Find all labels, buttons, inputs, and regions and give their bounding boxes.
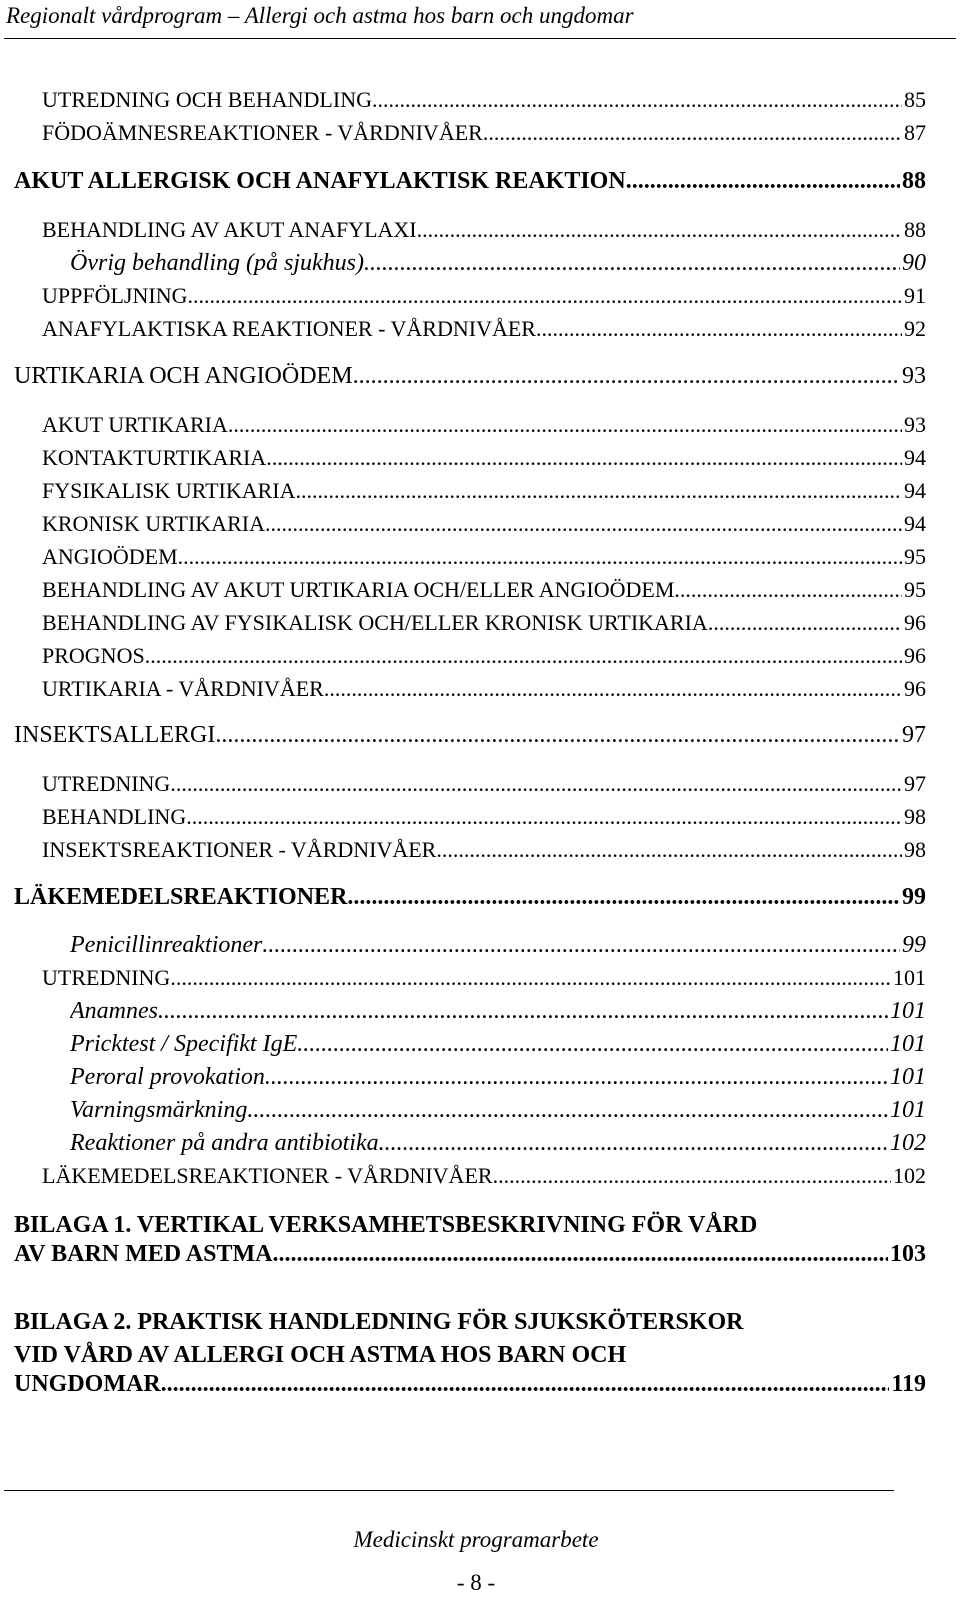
toc-entry-page: 93 — [902, 363, 926, 389]
toc-entry-akut-allergisk-reaktion[interactable] — [14, 168, 926, 202]
toc-entry-anafylaktiska-reaktioner-vardnivaer[interactable] — [42, 316, 926, 350]
toc-entry-urtikaria-och-angioodem[interactable] — [14, 363, 926, 397]
toc-leader — [247, 1097, 888, 1124]
toc-entry-kronisk-urtikaria[interactable] — [42, 511, 926, 545]
toc-entry-bilaga-2-line-1[interactable]: BILAGA 2. PRAKTISK HANDLEDNING FÖR SJUKSKÖTERSKOR — [14, 1309, 744, 1335]
toc-entry-title: Varningsmärkning — [70, 1097, 248, 1123]
toc-leader — [417, 217, 902, 243]
toc-leader — [379, 1130, 888, 1157]
toc-entry-insektsreaktioner-vardnivaer[interactable] — [42, 837, 926, 871]
toc-entry-page: 94 — [904, 478, 926, 503]
toc-entry-page: 85 — [904, 87, 926, 112]
toc-entry-title: Pricktest / Specifikt IgE — [70, 1031, 298, 1057]
toc-entry-page: 103 — [890, 1241, 926, 1267]
toc-entry-penicillinreaktioner[interactable] — [70, 932, 926, 966]
toc-leader — [372, 87, 902, 113]
toc-entry-anamnes[interactable] — [70, 998, 926, 1032]
toc-entry-title: BEHANDLING — [42, 804, 187, 829]
toc-leader — [215, 722, 900, 749]
toc-entry-title: BEHANDLING AV AKUT URTIKARIA OCH/ELLER ANGIOÖDEM — [42, 577, 675, 602]
toc-entry-page: 98 — [904, 804, 926, 829]
page-header — [4, 0, 956, 39]
toc-leader — [272, 1241, 888, 1268]
toc-entry-behandling-insekt[interactable] — [42, 804, 926, 838]
toc-entry-title: INSEKTSALLERGI — [14, 722, 216, 748]
toc-entry-title: Penicillinreaktioner — [70, 932, 263, 958]
toc-leader — [493, 1163, 891, 1189]
toc-entry-uppfoljning[interactable] — [42, 283, 926, 317]
toc-entry-fysikalisk-urtikaria[interactable] — [42, 478, 926, 512]
toc-entry-insektsallergi[interactable] — [14, 722, 926, 756]
toc-entry-utredning-insekt[interactable] — [42, 771, 926, 805]
toc-entry-utredning-och-behandling[interactable] — [42, 87, 926, 121]
toc-entry-kontakturtikaria[interactable] — [42, 445, 926, 479]
toc-entry-title: URTIKARIA - VÅRDNIVÅER — [42, 676, 324, 701]
toc-entry-title: LÄKEMEDELSREAKTIONER - VÅRDNIVÅER — [42, 1163, 493, 1188]
footer-organization: Medicinskt programarbete — [353, 1527, 599, 1552]
toc-leader — [265, 511, 902, 537]
toc-entry-varningsmarkning[interactable] — [70, 1097, 926, 1131]
toc-leader — [265, 1064, 888, 1091]
toc-entry-title: BEHANDLING AV FYSIKALISK OCH/ELLER KRONISK URTIKARIA — [42, 610, 708, 635]
toc-entry-page: 97 — [904, 771, 926, 796]
toc-entry-page: 119 — [891, 1371, 926, 1397]
toc-entry-pricktest[interactable] — [70, 1031, 926, 1065]
toc-entry-page: 101 — [893, 965, 926, 990]
toc-leader — [626, 168, 900, 195]
toc-entry-lakemedelsreaktioner-vardnivaer[interactable] — [42, 1163, 926, 1197]
toc-entry-page: 93 — [904, 412, 926, 437]
toc-leader — [324, 676, 902, 702]
toc-entry-page: 97 — [902, 722, 926, 748]
toc-entry-reaktioner-andra-antibiotika[interactable] — [70, 1130, 926, 1164]
toc-leader — [708, 610, 902, 636]
header-title: Regionalt vårdprogram – Allergi och astma hos barn och ungdomar — [6, 3, 634, 28]
toc-entry-title: UNGDOMAR — [14, 1371, 161, 1397]
toc-entry-page: 95 — [904, 577, 926, 602]
toc-entry-page: 99 — [902, 884, 926, 910]
toc-entry-title: Reaktioner på andra antibiotika — [70, 1130, 379, 1156]
toc-entry-title: UPPFÖLJNING — [42, 283, 188, 308]
toc-entry-page: 101 — [890, 1031, 926, 1057]
toc-entry-page: 96 — [904, 643, 926, 668]
toc-entry-bilaga-2-line-2[interactable]: VID VÅRD AV ALLERGI OCH ASTMA HOS BARN OCH — [14, 1342, 627, 1368]
toc-entry-title: Anamnes — [70, 998, 158, 1024]
toc-entry-page: 95 — [904, 544, 926, 569]
toc-entry-title: KONTAKTURTIKARIA — [42, 445, 267, 470]
toc-entry-bilaga-1[interactable] — [14, 1241, 926, 1275]
toc-entry-title: PROGNOS — [42, 643, 145, 668]
toc-entry-ovrig-behandling[interactable] — [70, 250, 926, 284]
toc-leader — [353, 363, 900, 390]
toc-entry-behandling-fysikalisk-urtikaria[interactable] — [42, 610, 926, 644]
toc-leader — [158, 998, 888, 1025]
toc-leader — [536, 316, 902, 342]
toc-entry-title: UTREDNING — [42, 965, 171, 990]
footer-rule — [4, 1490, 894, 1491]
toc-leader — [347, 884, 900, 911]
toc-leader — [187, 283, 902, 309]
toc-entry-angioodem[interactable] — [42, 544, 926, 578]
toc-entry-title: FYSIKALISK URTIKARIA — [42, 478, 296, 503]
toc-entry-title: ANGIOÖDEM — [42, 544, 178, 569]
toc-leader — [161, 1371, 890, 1398]
toc-entry-page: 88 — [902, 168, 926, 194]
toc-entry-page: 91 — [904, 283, 926, 308]
toc-entry-page: 101 — [890, 998, 926, 1024]
toc-entry-page: 90 — [902, 250, 926, 276]
toc-leader — [170, 771, 902, 797]
toc-entry-title: KRONISK URTIKARIA — [42, 511, 265, 536]
toc-leader — [266, 445, 902, 471]
toc-entry-title: Peroral provokation — [70, 1064, 265, 1090]
toc-leader — [262, 932, 900, 959]
toc-entry-behandling-akut-urtikaria[interactable] — [42, 577, 926, 611]
toc-entry-page: 87 — [904, 120, 926, 145]
toc-entry-page: 94 — [904, 445, 926, 470]
toc-entry-fodoamnesreaktioner-vardnivaer[interactable] — [42, 120, 926, 154]
toc-entry-page: 96 — [904, 610, 926, 635]
toc-entry-page: 102 — [893, 1163, 926, 1188]
toc-leader — [674, 577, 902, 603]
toc-entry-bilaga-1-line-1[interactable]: BILAGA 1. VERTIKAL VERKSAMHETSBESKRIVNING FÖR VÅRD — [14, 1212, 758, 1238]
toc-entry-behandling-akut-anafylaxi[interactable] — [42, 217, 926, 251]
toc-leader — [483, 120, 902, 146]
toc-leader — [364, 250, 900, 277]
toc-entry-title: Övrig behandling (på sjukhus) — [70, 250, 364, 276]
toc-entry-peroral-provokation[interactable] — [70, 1064, 926, 1098]
page-number: - 8 - — [456, 1570, 496, 1595]
toc-entry-page: 88 — [904, 217, 926, 242]
toc-entry-page: 101 — [890, 1097, 926, 1123]
toc-leader — [297, 1031, 888, 1058]
toc-entry-urtikaria-vardnivaer[interactable] — [42, 676, 926, 710]
toc-leader — [145, 643, 902, 669]
toc-entry-title: ANAFYLAKTISKA REAKTIONER - VÅRDNIVÅER — [42, 316, 536, 341]
toc-leader — [170, 965, 891, 991]
toc-entry-title: FÖDOÄMNESREAKTIONER - VÅRDNIVÅER — [42, 120, 483, 145]
toc-leader — [178, 544, 902, 570]
toc-leader — [228, 412, 902, 438]
toc-entry-page: 92 — [904, 316, 926, 341]
toc-entry-akut-urtikaria[interactable] — [42, 412, 926, 446]
toc-entry-page: 98 — [904, 837, 926, 862]
toc-entry-bilaga-2[interactable] — [14, 1371, 926, 1405]
toc-entry-page: 101 — [890, 1064, 926, 1090]
toc-entry-title: URTIKARIA OCH ANGIOÖDEM — [14, 363, 353, 389]
toc-entry-title: UTREDNING OCH BEHANDLING — [42, 87, 372, 112]
toc-entry-title: UTREDNING — [42, 771, 171, 796]
toc-entry-lakemedelsreaktioner[interactable] — [14, 884, 926, 918]
toc-entry-page: 94 — [904, 511, 926, 536]
toc-entry-title: INSEKTSREAKTIONER - VÅRDNIVÅER — [42, 837, 437, 862]
toc-leader — [436, 837, 902, 863]
toc-entry-page: 99 — [902, 932, 926, 958]
toc-entry-page: 96 — [904, 676, 926, 701]
toc-entry-title: LÄKEMEDELSREAKTIONER — [14, 884, 348, 910]
toc-entry-title: AKUT ALLERGISK OCH ANAFYLAKTISK REAKTION — [14, 168, 626, 194]
toc-entry-title: BEHANDLING AV AKUT ANAFYLAXI — [42, 217, 417, 242]
toc-leader — [186, 804, 902, 830]
toc-entry-title: AV BARN MED ASTMA — [14, 1241, 273, 1267]
toc-entry-page: 102 — [890, 1130, 926, 1156]
toc-entry-title: AKUT URTIKARIA — [42, 412, 228, 437]
toc-leader — [296, 478, 902, 504]
toc-entry-utredning-lakemedel[interactable] — [42, 965, 926, 999]
toc-entry-prognos[interactable] — [42, 643, 926, 677]
